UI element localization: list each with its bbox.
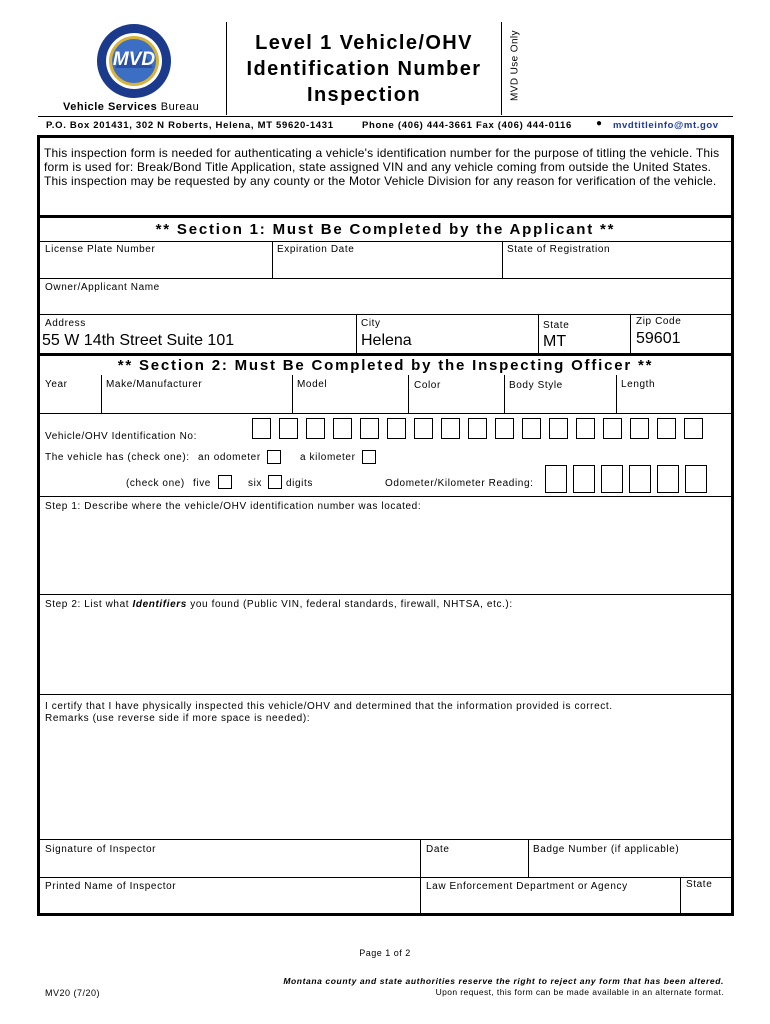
- title-rest: Vehicle/OHV: [332, 32, 473, 54]
- address-label: Address: [45, 318, 86, 329]
- printed-name-label: Printed Name of Inspector: [45, 881, 177, 892]
- color-label: Color: [414, 380, 441, 391]
- six-label: six: [248, 478, 263, 489]
- step2-identifiers: Identifiers: [132, 599, 187, 610]
- state-value[interactable]: MT: [543, 333, 567, 350]
- odometer-checkbox[interactable]: [267, 450, 281, 464]
- five-digits-checkbox[interactable]: [218, 475, 232, 489]
- bureau-rest: Bureau: [157, 101, 200, 113]
- contact-bullet: ●: [596, 118, 603, 129]
- vehicle-has-label: The vehicle has (check one):: [45, 452, 190, 463]
- badge-label: Badge Number (if applicable): [533, 844, 680, 855]
- five-label: five: [193, 478, 211, 489]
- license-plate-label: License Plate Number: [45, 244, 156, 255]
- city-label: City: [361, 318, 381, 329]
- step1-label: Step 1: Describe where the vehicle/OHV identification number was located:: [45, 501, 422, 512]
- zip-label: Zip Code: [636, 316, 682, 327]
- vin-label: Vehicle/OHV Identification No:: [45, 431, 197, 442]
- logo-text: MVD: [112, 49, 156, 70]
- title-bold: Level 1: [255, 32, 333, 54]
- alternate-format-notice: Upon request, this form can be made available in an alternate format.: [435, 987, 724, 997]
- form-title: [228, 30, 500, 108]
- city-value[interactable]: Helena: [361, 332, 412, 349]
- step2-post: you found (Public VIN, federal standards, firewall, NHTSA, etc.):: [186, 599, 513, 610]
- state-reg-label: State of Registration: [507, 244, 611, 255]
- section1-title: ** Section 1: Must Be Completed by the Applicant **: [155, 221, 616, 238]
- signature-label: Signature of Inspector: [45, 844, 157, 855]
- body-style-label: Body Style: [509, 380, 563, 391]
- six-digits-checkbox[interactable]: [268, 475, 282, 489]
- inspector-state-label: State: [686, 879, 713, 890]
- date-label: Date: [426, 844, 450, 855]
- page-number: Page 1 of 2: [359, 948, 411, 958]
- owner-label: Owner/Applicant Name: [45, 282, 160, 293]
- remarks-label: Remarks (use reverse side if more space is needed):: [45, 713, 311, 724]
- address-value[interactable]: 55 W 14th Street Suite 101: [42, 332, 235, 349]
- agency-label: Law Enforcement Department or Agency: [426, 881, 628, 892]
- mvd-logo: [95, 22, 173, 100]
- mvd-use-only: MVD Use Only: [509, 30, 521, 101]
- contact-bar: [46, 120, 334, 131]
- alteration-notice: Montana county and state authorities reserve the right to reject any form that has been altered.: [283, 976, 724, 986]
- title-line2: Identification Number: [246, 58, 482, 80]
- digits-label: digits: [286, 478, 313, 489]
- bureau-name: [63, 101, 199, 113]
- kilometer-checkbox[interactable]: [362, 450, 376, 464]
- check-one-label: (check one): [126, 478, 185, 489]
- year-label: Year: [45, 379, 68, 390]
- form-id: MV20 (7/20): [45, 988, 101, 998]
- intro-text: This inspection form is needed for authenticating a vehicle's identification number for the purpose of titling the vehicle. This form is used for: Break/Bond Title Application, state assigned VIN and any vehicle coming from outside the United States. This inspection may be requested by any county or the Motor Vehicle Division for any reason for verification of the vehicle.: [44, 146, 720, 188]
- odometer-label: an odometer: [198, 452, 261, 463]
- bureau-bold: Vehicle Services: [63, 101, 158, 113]
- section2-title: ** Section 2: Must Be Completed by the Inspecting Officer **: [117, 357, 654, 374]
- kilometer-label: a kilometer: [300, 452, 356, 463]
- certify-text: I certify that I have physically inspected this vehicle/OHV and determined that the information provided is correct.: [45, 701, 613, 712]
- step2-pre: Step 2: List what: [45, 599, 133, 610]
- make-label: Make/Manufacturer: [106, 379, 203, 390]
- contact-address: P.O. Box 201431, 302 N Roberts, Helena, MT 59620-1431: [46, 120, 334, 131]
- reading-label: Odometer/Kilometer Reading:: [385, 478, 534, 489]
- model-label: Model: [297, 379, 328, 390]
- state-label: State: [543, 320, 570, 331]
- zip-value[interactable]: 59601: [636, 330, 681, 347]
- expiration-label: Expiration Date: [277, 244, 355, 255]
- contact-phone: Phone (406) 444-3661 Fax (406) 444-0116: [362, 120, 573, 131]
- step2-label: [45, 599, 513, 610]
- length-label: Length: [621, 379, 656, 390]
- title-line3: Inspection: [306, 84, 421, 106]
- contact-email[interactable]: mvdtitleinfo@mt.gov: [613, 120, 719, 131]
